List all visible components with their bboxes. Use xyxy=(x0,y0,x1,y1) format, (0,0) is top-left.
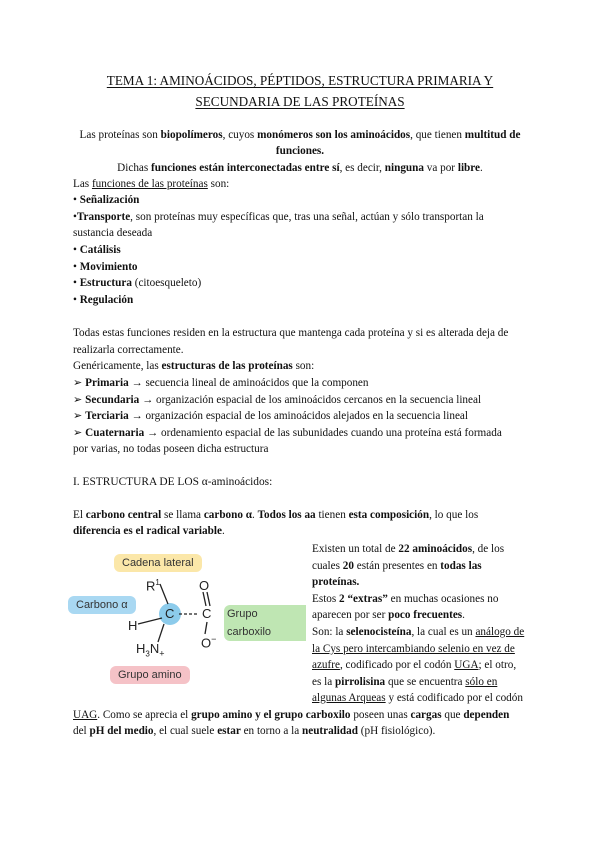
side-line: azufre, codificado por el codón UGA; el otro, xyxy=(312,659,517,671)
tail-line: UAG. Como se aprecia el grupo amino y el grupo carboxilo poseen unas cargas que dependen xyxy=(73,709,510,721)
side-line: Son: la selenocisteína, la cual es un análogo de xyxy=(312,626,525,638)
tail-line: del pH del medio, el cual suele estar en torno a la neutralidad (pH fisiológico). xyxy=(73,725,436,737)
page-title xyxy=(40,70,560,112)
side-line: cuales 20 están presentes en todas las xyxy=(312,560,482,572)
structure-item: ➢ Terciaria → organización espacial de los aminoácidos alejados en la secuencia lineal xyxy=(73,410,468,422)
structure-item: ➢ Secundaria → organización espacial de los aminoácidos cercanos en la secuencia lineal xyxy=(73,394,482,406)
structure-item: ➢ Cuaternaria → ordenamiento espacial de las subunidades cuando una proteína está formada xyxy=(73,427,502,439)
function-item: • Catálisis xyxy=(73,244,121,256)
bond-c-o-double-1 xyxy=(203,592,206,606)
section-paragraph-continued: diferencia es el radical variable. xyxy=(73,525,225,537)
atom-r: $R^1$ xyxy=(146,578,160,594)
bond-h xyxy=(138,618,162,624)
intro-line-1: Las proteínas son biopolímeros, cuyos monómeros son los aminoácidos, que tienen multitud de xyxy=(79,129,521,141)
structure-item: ➢ Primaria → secuencia lineal de aminoácidos que la componen xyxy=(73,377,369,389)
function-item-continued: sustancia deseada xyxy=(73,227,153,239)
functions-lead: Las funciones de las proteínas son: xyxy=(73,178,230,190)
bond-c-o-single xyxy=(205,622,207,634)
side-line: Estos 2 “extras” en muchas ocasiones no xyxy=(312,593,499,605)
side-line: proteínas. xyxy=(312,576,360,588)
atom-oxygen-single: O− xyxy=(201,634,217,651)
function-item: • Movimiento xyxy=(73,261,138,273)
atom-amine: $H_3N_+$ xyxy=(136,641,165,659)
bond-c-o-double-2 xyxy=(207,592,210,606)
structures-paragraph-continued: realizarla correctamente. xyxy=(73,344,184,356)
side-line: la Cys pero intercambiando selenio en vez de xyxy=(312,643,515,655)
function-item: •Transporte, son proteínas muy específicas que, tras una señal, actúan y sólo transportan la xyxy=(73,211,484,223)
side-line: Existen un total de 22 aminoácidos, de los xyxy=(312,543,505,555)
label-amino: Grupo amino xyxy=(110,666,190,684)
atom-h: H xyxy=(128,618,138,633)
function-item: • Regulación xyxy=(73,294,134,306)
intro-line-2: funciones. xyxy=(275,145,325,157)
atom-carbon-alpha: C xyxy=(165,606,175,621)
section-heading: I. ESTRUCTURA DE LOS α-aminoácidos: xyxy=(73,476,273,488)
amino-acid-structure-figure xyxy=(66,548,306,698)
side-line: algunas Arqueas y está codificado por el codón xyxy=(312,692,523,704)
section-paragraph: El carbono central se llama carbono α. Todos los aa tienen esta composición, lo que los xyxy=(73,509,479,521)
label-carboxyl: Grupo carboxilo xyxy=(224,605,306,641)
structures-lead: Genéricamente, las estructuras de las proteínas son: xyxy=(73,360,315,372)
atom-carboxyl-carbon: C xyxy=(202,606,212,621)
bond-r xyxy=(160,584,168,604)
title-line-1: TEMA 1: AMINOÁCIDOS, PÉPTIDOS, ESTRUCTURA PRIMARIA Y xyxy=(106,73,494,88)
side-line: es la pirrolisina que se encuentra sólo en xyxy=(312,676,498,688)
structures-paragraph: Todas estas funciones residen en la estructura que mantenga cada proteína y si es alterada deja de xyxy=(73,327,509,339)
intro-line-3: Dichas funciones están interconectadas entre sí, es decir, ninguna va por libre. xyxy=(117,162,483,174)
title-line-2: SECUNDARIA DE LAS PROTEÍNAS xyxy=(195,94,405,109)
side-line: aparecen por ser poco frecuentes. xyxy=(312,609,465,621)
function-item: • Señalización xyxy=(73,194,140,206)
structure-item-continued: por varias, no todas poseen dicha estructura xyxy=(73,443,269,455)
bond-n xyxy=(158,624,164,642)
function-item: • Estructura (citoesqueleto) xyxy=(73,277,202,289)
label-carbon-alpha: Carbono α xyxy=(68,596,136,614)
atom-oxygen-double: O xyxy=(199,578,210,593)
label-side-chain: Cadena lateral xyxy=(114,554,202,572)
